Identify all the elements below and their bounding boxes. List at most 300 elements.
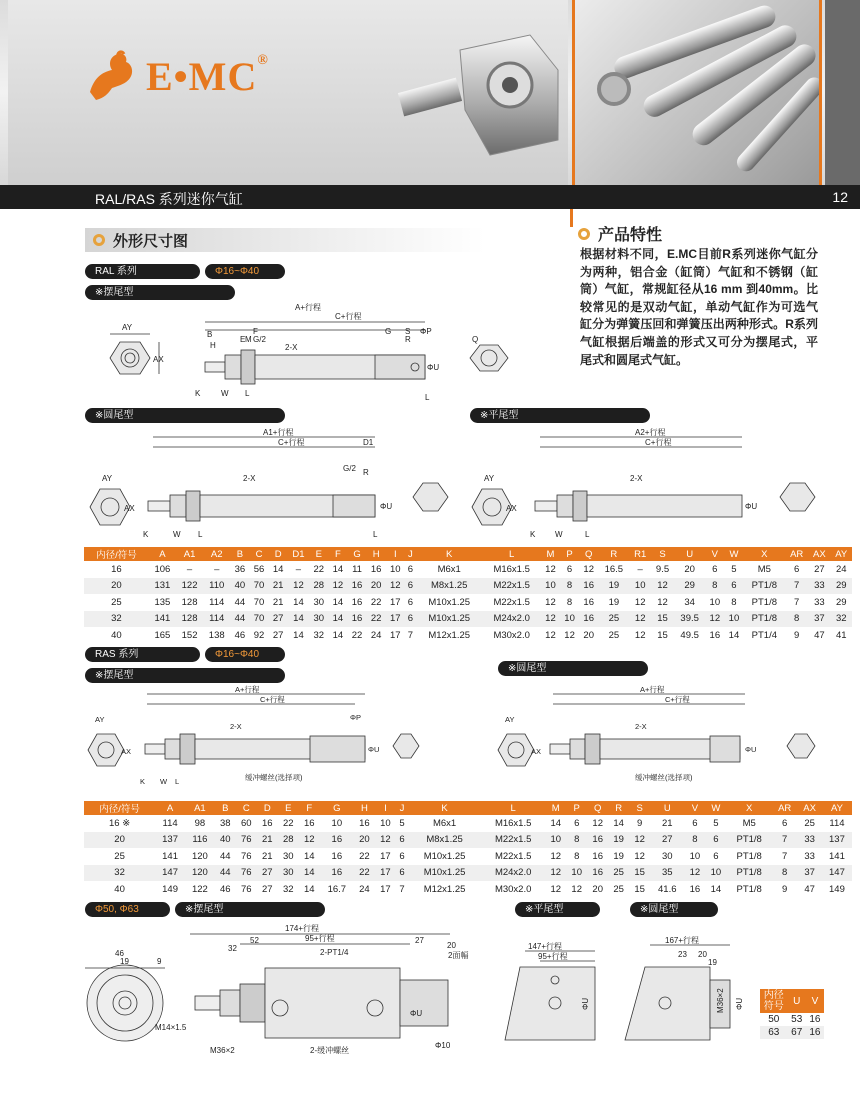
ral-table-cell: 22 (370, 596, 382, 608)
ras-table-cell: 147 (822, 865, 852, 882)
title-bar (0, 185, 860, 209)
ral-table-cell: 14 (728, 629, 740, 641)
ras-table-row (84, 881, 852, 898)
ras-table-cell: PT1/8 (726, 865, 772, 882)
uv-table-row (760, 1013, 824, 1026)
ras-round-drawing (495, 684, 840, 796)
ras-table-cell: 149 (162, 883, 178, 895)
ras-table-cell: 6 (705, 832, 726, 849)
ral-header-cell: Q (579, 547, 598, 561)
svg-text:20: 20 (698, 950, 707, 959)
ral-table-cell: 21 (272, 596, 284, 608)
ral-table-cell: 25 (598, 611, 629, 628)
svg-text:ΦU: ΦU (427, 363, 440, 372)
svg-text:2面幅: 2面幅 (448, 951, 469, 960)
svg-text:G/2: G/2 (253, 335, 266, 344)
ras-table-cell: 16 (261, 817, 273, 829)
svg-text:G: G (385, 327, 392, 336)
ral-table-cell: 70 (249, 578, 268, 595)
svg-text:C+行程: C+行程 (645, 438, 672, 447)
svg-text:L: L (425, 393, 430, 402)
ras-table-cell: 14 (299, 865, 320, 882)
ras-table-cell: 37 (797, 865, 822, 882)
svg-text:A+行程: A+行程 (235, 685, 260, 694)
ral-table-cell: 8 (705, 578, 724, 595)
ral-header-cell: X (744, 547, 786, 561)
svg-text:46: 46 (115, 949, 124, 958)
ras-header-cell: A (155, 801, 185, 815)
ras-table-cell: M8x1.25 (408, 832, 481, 849)
ral-flat-type-label: ※平尾型 (470, 408, 650, 423)
ral-header-cell: 内径/符号 (84, 547, 149, 561)
ral-header-cell: R1 (629, 547, 651, 561)
ral-table-cell: 6 (724, 578, 743, 595)
ras-table-cell: 8 (772, 865, 797, 882)
ras-table-cell: 12 (375, 832, 396, 849)
ral-table-cell: 47 (814, 629, 825, 641)
ral-table-cell: 24 (835, 563, 847, 575)
ras-table-cell: 19 (608, 832, 629, 849)
ral-table-cell: PT1/8 (744, 578, 786, 595)
ral-header-cell: A2 (203, 547, 230, 561)
ras-table-cell: 16 (689, 883, 701, 895)
divider (570, 209, 573, 227)
ras-table-cell: 16 (303, 817, 315, 829)
ras-header-cell: B (215, 801, 236, 815)
ral-table-cell: 44 (230, 611, 249, 628)
ras-table-cell: 28 (278, 832, 299, 849)
ras-table-cell: 98 (194, 817, 206, 829)
ras-table-cell: M6x1 (432, 817, 457, 829)
ras-table-cell: 17 (380, 883, 391, 895)
ral-table-cell: 34 (684, 596, 695, 608)
ral-table-cell: 8 (566, 596, 573, 608)
ral-table-cell: 15 (657, 629, 668, 641)
ral-table-cell: 10 (709, 596, 721, 608)
ral-table-cell: 8 (560, 578, 579, 595)
svg-text:AY: AY (505, 715, 515, 724)
ral-table-cell: 33 (808, 578, 830, 595)
ral-table-cell: 70 (249, 611, 268, 628)
ral-table-cell: 14 (288, 611, 310, 628)
ras-table-cell: 8 (566, 832, 587, 849)
svg-text:AX: AX (531, 747, 542, 756)
ras-table-cell: 25 (114, 850, 125, 862)
ras-table-cell: 9 (637, 817, 643, 829)
ral-table-cell: – (214, 563, 220, 575)
ral-table-cell: 138 (208, 629, 225, 641)
ras-table-cell: 10 (705, 865, 726, 882)
ras-table-row (84, 815, 852, 832)
ral-table-cell: 21 (269, 578, 288, 595)
ral-header-cell: W (724, 547, 743, 561)
ral-table-cell: 33 (814, 596, 825, 608)
svg-text:ΦU: ΦU (745, 745, 757, 754)
ras-table-cell: 6 (692, 817, 698, 829)
uv-header-cell: V (806, 989, 824, 1013)
header-side-strip (825, 0, 860, 185)
ral-table-cell: 10 (560, 611, 579, 628)
ral-table-cell: 20 (583, 629, 594, 641)
svg-text:W: W (173, 530, 181, 539)
svg-text:AY: AY (122, 323, 133, 332)
ras-header-cell: D (257, 801, 278, 815)
ras-table-cell: 120 (185, 865, 215, 882)
ras-table-cell: 7 (399, 883, 405, 895)
ras-series-label: RAS 系列 (85, 647, 200, 662)
ras-table-cell: 38 (220, 817, 231, 829)
svg-text:2-PT1/4: 2-PT1/4 (320, 948, 349, 957)
ras-table-cell: 12 (550, 883, 562, 895)
ral-table-cell: 16 (347, 611, 366, 628)
ras-table-cell: 21 (261, 850, 273, 862)
ras-header-cell: X (726, 801, 772, 815)
ral-table-cell: 16 (583, 596, 594, 608)
ral-table-cell: 16 (111, 563, 122, 575)
svg-text:L: L (198, 530, 203, 539)
ral-table-cell: 39.5 (674, 611, 705, 628)
svg-text:95+行程: 95+行程 (305, 934, 335, 943)
svg-text:95+行程: 95+行程 (538, 952, 568, 961)
ras-table-cell: 10 (689, 850, 701, 862)
ral-header-cell: I (386, 547, 405, 561)
ras-table-cell: 14 (550, 817, 562, 829)
ral-table-cell: 10 (389, 563, 401, 575)
ral-header-cell: P (560, 547, 579, 561)
uv-header-cell: U (788, 989, 806, 1013)
svg-text:W: W (160, 777, 168, 786)
ral-table-cell: 17 (389, 629, 401, 641)
svg-text:E: E (240, 335, 246, 344)
svg-text:R: R (363, 468, 369, 477)
ras-header-cell: M (545, 801, 566, 815)
svg-text:2-X: 2-X (630, 474, 643, 483)
ras-table-cell: 21 (661, 817, 673, 829)
ral-header-cell: A1 (176, 547, 203, 561)
ras-table-cell: 17 (375, 865, 396, 882)
svg-text:AX: AX (121, 747, 132, 756)
ral-header-cell: A (149, 547, 176, 561)
ral-table-cell: 12 (583, 563, 594, 575)
section-features-heading: 产品特性 (578, 222, 662, 245)
ral-header-cell: C (249, 547, 268, 561)
ral-table-cell: 16 (579, 611, 598, 628)
ras-table-cell: 122 (191, 883, 208, 895)
svg-text:S: S (405, 327, 411, 336)
ras-header-cell: I (375, 801, 396, 815)
ras-table-cell: 147 (155, 865, 185, 882)
ras-table-cell: 76 (240, 850, 252, 862)
ras-header-cell: P (566, 801, 587, 815)
ral-table-cell: 16 (579, 578, 598, 595)
svg-text:R: R (405, 335, 411, 344)
svg-text:W: W (221, 389, 229, 398)
svg-text:H: H (210, 341, 216, 350)
ras-table-cell: 14 (303, 883, 315, 895)
svg-text:L: L (175, 777, 180, 786)
ras-table-cell: 22 (282, 817, 294, 829)
svg-text:C+行程: C+行程 (335, 312, 362, 321)
horse-logo-icon (82, 48, 138, 104)
ras-header-cell: V (684, 801, 705, 815)
ras-table-cell: M22x1.5 (494, 850, 532, 862)
ral-header-cell: E (309, 547, 328, 561)
svg-text:L: L (245, 389, 250, 398)
ral-table-cell: 6 (405, 578, 416, 595)
page-title: RAL/RAS 系列迷你气缸 (95, 191, 243, 207)
ral-table-cell: 44 (234, 596, 246, 608)
ral-table-row (84, 627, 852, 644)
ral-table-cell: 16 (351, 596, 363, 608)
svg-text:2-X: 2-X (230, 722, 242, 731)
ras-table-cell: 6 (396, 865, 408, 882)
ral-table-cell: 7 (407, 629, 414, 641)
ras-table-cell: 15 (629, 865, 650, 882)
ral-table-cell: 114 (209, 596, 225, 608)
ral-table-cell: 12 (545, 563, 556, 575)
ras-table-cell: 12 (684, 865, 705, 882)
ral-table-cell: 11 (352, 563, 362, 575)
svg-text:20: 20 (447, 941, 456, 950)
section-dimensions-heading: 外形尺寸图 (85, 228, 485, 252)
ral-table-cell: M12x1.25 (428, 629, 471, 641)
large-uv-table (760, 989, 824, 1039)
svg-text:2-缓冲螺丝: 2-缓冲螺丝 (310, 1046, 350, 1055)
ral-table-cell: 12 (634, 596, 646, 608)
ras-table-cell: 20 (592, 883, 603, 895)
ral-table-cell: M30x2.0 (493, 629, 530, 641)
ral-table-cell: 12 (288, 578, 310, 595)
ral-table-cell: 25 (111, 596, 122, 608)
large-flat-drawing (500, 925, 620, 1050)
ras-table-cell: 16 (320, 865, 354, 882)
ras-table-cell: 141 (829, 850, 845, 862)
ras-header-cell: S (629, 801, 650, 815)
ral-table-cell: 128 (176, 611, 203, 628)
ral-header-cell: V (705, 547, 724, 561)
ral-table-cell: 24 (370, 629, 382, 641)
ras-table-cell: 40 (114, 883, 125, 895)
ral-table-cell: M16x1.5 (493, 563, 530, 575)
ral-table-cell: 22 (351, 629, 363, 641)
ras-table-cell: 25 (613, 883, 624, 895)
ras-table-row (84, 848, 852, 865)
ras-header-cell: F (299, 801, 320, 815)
svg-text:2-X: 2-X (243, 474, 256, 483)
ras-table-cell: 33 (804, 850, 815, 862)
ral-table-cell: 14 (293, 629, 304, 641)
large-swing-drawing (80, 918, 480, 1063)
ral-table-cell: 56 (253, 563, 265, 575)
ral-table-cell: 6 (407, 563, 414, 575)
ras-table-cell: 7 (782, 850, 788, 862)
ras-table-cell: 27 (650, 832, 684, 849)
ras-spec-table (84, 801, 852, 898)
ral-table-cell: 12 (541, 611, 560, 628)
svg-text:K: K (143, 530, 149, 539)
ras-table-cell: 16 (320, 832, 354, 849)
ras-table-cell: 5 (713, 817, 719, 829)
ras-header-cell: U (650, 801, 684, 815)
ral-table-cell: 17 (386, 611, 405, 628)
ral-table-cell: 32 (84, 611, 149, 628)
ras-header-cell: K (408, 801, 481, 815)
ral-table-cell: 12 (564, 629, 575, 641)
ral-table-cell: 10 (724, 611, 743, 628)
svg-text:ΦU: ΦU (380, 502, 393, 511)
svg-text:F: F (253, 327, 258, 336)
ral-table-cell: 14 (332, 563, 344, 575)
ras-header-cell: A1 (185, 801, 215, 815)
features-paragraph: 根据材料不同，E.MC目前R系列迷你气缸分为两种，铝合金（缸筒）气缸和不锈钢（缸筒）气缸，常规缸径从16 mm 到40mm。比较常见的是双动气缸，单动气缸作为可选气缸分为弹簧压回和弹簧压出两种形式。R系列气缸根据后端盖的形式又可分为摆尾式，平尾式和圆尾式气缸。 (580, 247, 818, 367)
svg-text:52: 52 (250, 936, 259, 945)
ras-table-cell: 30 (661, 850, 673, 862)
ral-table-cell: 12 (705, 611, 724, 628)
ras-table-cell: M5 (742, 817, 756, 829)
ral-table-cell: 6 (712, 563, 718, 575)
ral-table-cell: 27 (814, 563, 825, 575)
ral-table-cell: M6x1 (437, 563, 461, 575)
svg-text:ΦU: ΦU (368, 745, 380, 754)
ral-header-cell: D1 (288, 547, 310, 561)
ral-table-cell: 122 (176, 578, 203, 595)
ras-table-cell: 60 (240, 817, 252, 829)
ras-header-cell: W (705, 801, 726, 815)
ral-table-cell: 20 (684, 563, 695, 575)
ral-table-cell: 8 (731, 596, 737, 608)
ral-table-cell: 6 (566, 563, 573, 575)
bullet-icon (93, 234, 105, 246)
ras-table-cell: 114 (829, 817, 845, 829)
ras-table-cell: 137 (155, 832, 185, 849)
svg-text:32: 32 (228, 944, 237, 953)
ras-table-cell: 20 (354, 832, 375, 849)
ral-table-cell: 152 (181, 629, 198, 641)
svg-text:ΦP: ΦP (350, 713, 361, 722)
ral-series-label: RAL 系列 (85, 264, 200, 279)
ras-table-cell: 32 (84, 865, 155, 882)
ras-table-cell: 6 (396, 832, 408, 849)
ral-table-cell: 12 (651, 578, 674, 595)
ral-table-cell: 141 (149, 611, 176, 628)
ral-table-cell: 27 (272, 629, 284, 641)
ras-table-cell: 6 (574, 817, 580, 829)
ral-table-cell: M24x2.0 (482, 611, 540, 628)
svg-text:G/2: G/2 (343, 464, 356, 473)
ral-table-cell: 29 (674, 578, 705, 595)
uv-table-cell: 16 (809, 1014, 821, 1025)
svg-text:A+行程: A+行程 (640, 685, 665, 694)
ras-table-cell: M22x1.5 (481, 832, 545, 849)
large-range-label: Φ50, Φ63 (85, 902, 170, 917)
ral-table-cell: 32 (313, 629, 325, 641)
ral-range-label: Φ16~Φ40 (205, 264, 285, 279)
ras-table-cell: 24 (359, 883, 370, 895)
svg-text:D1: D1 (363, 438, 374, 447)
ras-table-cell: 17 (380, 850, 391, 862)
ras-header-cell: 内径/符号 (84, 801, 155, 815)
ral-table-cell: PT1/4 (751, 629, 777, 641)
ras-table-cell: 16.7 (327, 883, 347, 895)
ras-table-cell: 76 (236, 865, 257, 882)
ral-table-cell: 9.5 (655, 563, 670, 575)
ral-table-cell: PT1/8 (751, 596, 777, 608)
svg-text:Q: Q (472, 335, 479, 344)
svg-text:A+行程: A+行程 (295, 303, 322, 312)
ras-table-cell: 15 (634, 883, 645, 895)
ras-table-cell: 25 (804, 817, 815, 829)
ral-table-cell: 46 (234, 629, 246, 641)
ral-table-cell: 30 (309, 611, 328, 628)
ras-table-cell: 12 (545, 865, 566, 882)
ral-table-cell: M8x1.25 (416, 578, 483, 595)
header-product-photo (572, 0, 822, 185)
ral-table-cell: 25 (608, 629, 620, 641)
ral-header-cell: U (674, 547, 705, 561)
svg-text:C+行程: C+行程 (278, 438, 305, 447)
ras-table-cell: M10x1.25 (423, 850, 466, 862)
ras-header-cell: J (396, 801, 408, 815)
ral-table-cell: 12 (634, 629, 646, 641)
ral-table-cell: M10x1.25 (428, 596, 471, 608)
ral-table-cell: 30 (313, 596, 325, 608)
ras-header-cell: AX (797, 801, 822, 815)
svg-text:27: 27 (415, 936, 424, 945)
ral-table-cell: 10 (629, 578, 651, 595)
ral-header-cell: R (598, 547, 629, 561)
ral-table-cell: 7 (785, 578, 808, 595)
ral-table-cell: 131 (149, 578, 176, 595)
ral-table-cell: 114 (203, 611, 230, 628)
ras-table-cell: 14 (710, 883, 722, 895)
svg-text:147+行程: 147+行程 (528, 942, 563, 951)
page-number: 12 (832, 189, 848, 205)
ras-table-cell: M10x1.25 (408, 865, 481, 882)
svg-text:M36×2: M36×2 (716, 988, 725, 1013)
ras-table-cell: 30 (282, 850, 294, 862)
ral-table-cell: 20 (367, 578, 386, 595)
svg-text:2-X: 2-X (285, 343, 298, 352)
ral-table-cell: 40 (230, 578, 249, 595)
ras-table-cell: 22 (354, 865, 375, 882)
ral-table-cell: 14 (272, 563, 284, 575)
ras-table-cell: 6 (782, 817, 788, 829)
svg-text:ΦP: ΦP (420, 327, 432, 336)
ral-table-cell: 40 (111, 629, 122, 641)
ral-table-cell: 29 (835, 596, 847, 608)
svg-text:23: 23 (678, 950, 687, 959)
ras-table-cell: 12 (299, 832, 320, 849)
ras-table-cell: PT1/8 (726, 832, 772, 849)
ral-table-cell: 110 (203, 578, 230, 595)
svg-text:A2+行程: A2+行程 (635, 428, 666, 437)
ras-table-cell: 20 (84, 832, 155, 849)
ral-header-cell: G (347, 547, 366, 561)
ras-table-cell: 10 (331, 817, 343, 829)
ral-header-cell: L (482, 547, 540, 561)
ral-header-cell: AX (808, 547, 830, 561)
ras-table-cell: 33 (797, 832, 822, 849)
ras-table-cell: 141 (162, 850, 178, 862)
ral-round-type-label: ※圆尾型 (85, 408, 285, 423)
svg-text:L: L (585, 530, 590, 539)
large-swing-type-label: ※摆尾型 (175, 902, 325, 917)
brand-name: E•MC® (146, 52, 269, 99)
ras-table-row (84, 865, 852, 882)
ral-table-cell: 6 (405, 611, 416, 628)
page-header (0, 0, 860, 185)
ras-table-cell: 27 (261, 883, 273, 895)
